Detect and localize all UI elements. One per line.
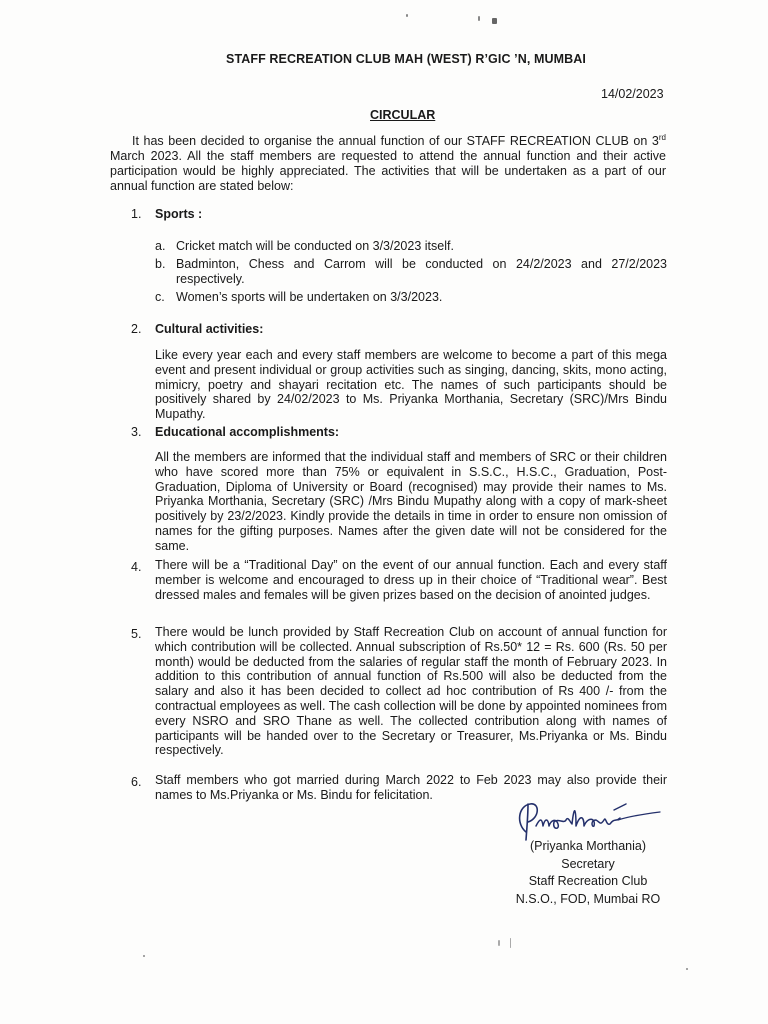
item-label: b.: [155, 257, 166, 271]
section-5-body: There would be lunch provided by Staff Recreation Club on account of annual function for which contribution will be collected. Annual subscription of Rs.50* 12 = Rs. 600 (Rs. 50 per month) would be deducted from the salaries of regular staff the month of February 2023. In addition to this contribution of annual function of Rs.500 will also be deducted from the salary and also it has been decided to collect ad hoc contribution of Rs 400 /- from the contractual employees as well. The cash collection will be done by appointed nominees from every NSRO and SRO Thane as well. The collected contribution along with names of participants will be handed over to the Secretary or Treasurer, Ms.Priyanka or Ms. Bindu respectively.: [155, 625, 667, 758]
signatory-office: N.S.O., FOD, Mumbai RO: [515, 891, 661, 906]
section-2-heading: Cultural activities:: [155, 322, 264, 336]
intro-text-end: March 2023. All the staff members are requested to attend the annual function and their active participation would be highly appreciated. The activities that will be undertaken as a part of our annual function are stated below:: [110, 148, 666, 193]
signatory-designation: Secretary: [561, 856, 615, 871]
scan-speck: [498, 940, 500, 946]
section-1-number: 1.: [131, 207, 142, 221]
document-date: 14/02/2023: [601, 87, 664, 101]
item-text: Cricket match will be conducted on 3/3/2023 itself.: [176, 239, 454, 253]
signatory-name: (Priyanka Morthania): [529, 839, 646, 853]
intro-text-start: It has been decided to organise the annual function of our STAFF RECREATION CLUB on 3: [132, 134, 659, 149]
section-1-item-c: [155, 290, 667, 305]
section-2-body: Like every year each and every staff members are welcome to become a part of this mega event and present individual or group activities such as singing, dancing, skits, mono acting, mimicry, poetry and shayari recitation etc. The names of such participants should be positively shared by 24/02/2023 to Ms. Priyanka Morthania, Secretary (SRC)/Mrs Bindu Mupathy.: [155, 348, 667, 422]
document-title: STAFF RECREATION CLUB MAH (WEST) R’GIC ’N, MUMBAI: [226, 52, 586, 66]
item-text: Badminton, Chess and Carrom will be conducted on 24/2/2023 and 27/2/2023 respectively.: [176, 257, 667, 286]
item-label: c.: [155, 290, 165, 304]
section-3-heading: Educational accomplishments:: [155, 425, 340, 439]
scan-speck: [478, 16, 480, 21]
section-4-number: 4.: [131, 560, 142, 574]
scan-speck: [686, 968, 688, 970]
section-1-item-b: [155, 257, 667, 287]
item-label: a.: [155, 239, 166, 253]
signature-block: [508, 838, 668, 908]
section-3-body: All the members are informed that the individual staff and members of SRC or their children who have scored more than 75% or equivalent in S.S.C., H.S.C., Graduation, Post-Graduation, Diploma of University or Board (recognised) may provide their names to Ms. Priyanka Morthania, Secretary (SRC) /Mrs Bindu Mupathy along with a copy of mark-sheet positively by 23/2/2023. Kindly provide the details in time in order to ensure non omission of names for the gifting purposes. Names after the given date will not be considered for the same.: [155, 450, 667, 553]
scan-speck: [492, 18, 497, 24]
section-6-body: Staff members who got married during March 2022 to Feb 2023 may also provide their names to Ms.Priyanka or Ms. Bindu for felicitation.: [155, 773, 667, 802]
circular-heading: CIRCULAR: [370, 108, 436, 122]
scan-speck: [406, 14, 408, 17]
section-6-number: 6.: [131, 775, 142, 789]
section-4-body: There will be a “Traditional Day” on the event of our annual function. Each and every staff member is welcome and encouraged to dress up in their choice of “Traditional wear”. Best dressed males and females will be given prizes based on the decision of anointed judges.: [155, 558, 667, 602]
section-1-item-a: [155, 239, 667, 254]
handwritten-signature: [510, 796, 670, 844]
scan-speck: [510, 938, 511, 948]
section-1-heading: Sports :: [155, 207, 203, 221]
intro-paragraph: [110, 131, 666, 193]
section-5-number: 5.: [131, 627, 142, 641]
section-3-number: 3.: [131, 425, 142, 439]
intro-ordinal-suffix: rd: [658, 133, 666, 142]
section-2-number: 2.: [131, 322, 142, 336]
signatory-organisation: Staff Recreation Club: [528, 874, 648, 888]
scan-speck: [143, 955, 145, 957]
item-text: Women’s sports will be undertaken on 3/3/2023.: [176, 290, 443, 304]
